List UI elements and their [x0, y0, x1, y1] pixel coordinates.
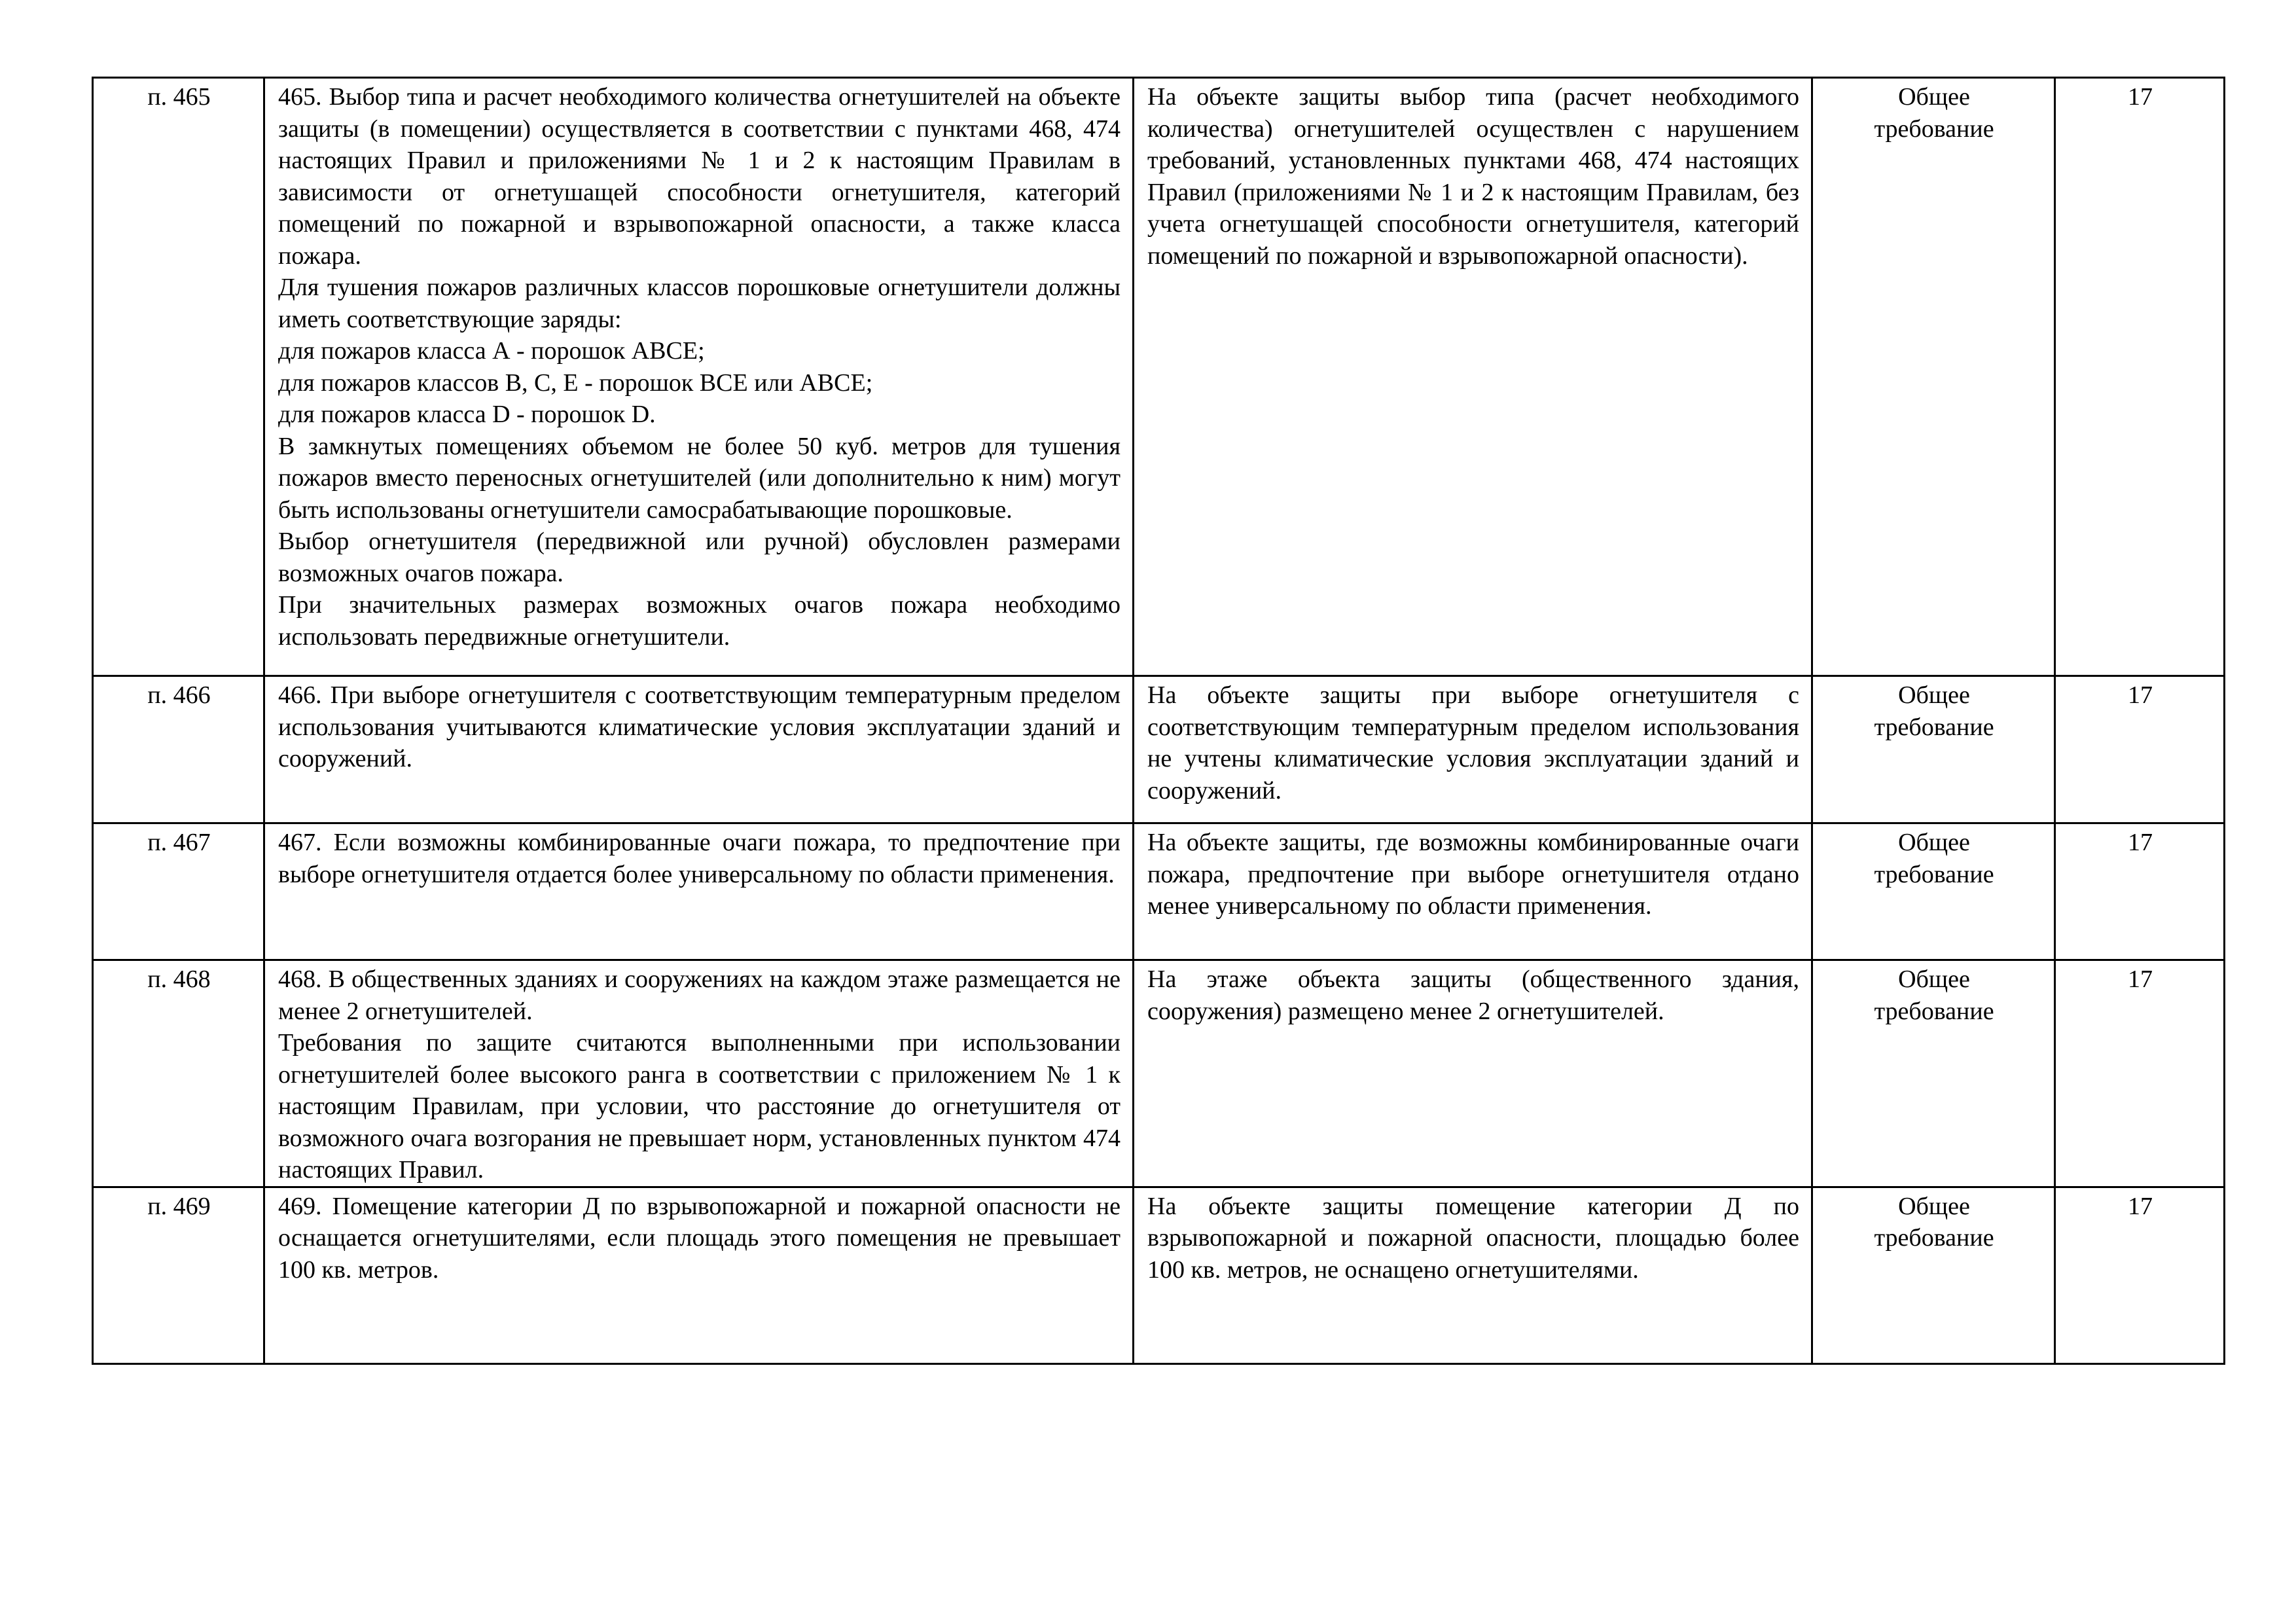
score-value: 17	[2055, 78, 2225, 676]
violation-text: На объекте защиты, где возможны комбинированные очаги пожара, предпочтение при выборе огнетушителя отдано менее универсальному по области применения.	[1134, 823, 1812, 960]
clause-number: п. 469	[93, 1187, 264, 1363]
clause-number: п. 466	[93, 676, 264, 823]
table-row	[93, 960, 2225, 1187]
table-row	[93, 676, 2225, 823]
requirement-paragraph: 469. Помещение категории Д по взрывопожарной и пожарной опасности не оснащается огнетушителями, если площадь этого помещения не превышает 100 кв. метров.	[278, 1192, 1121, 1284]
requirement-type: Общее требование	[1812, 676, 2055, 823]
requirement-type: Общее требование	[1812, 823, 2055, 960]
clause-number: п. 468	[93, 960, 264, 1187]
requirement-paragraph: 466. При выборе огнетушителя с соответствующим температурным пределом использования учитываются климатические условия эксплуатации зданий и сооружений.	[278, 681, 1121, 772]
requirement-paragraph: В замкнутых помещениях объемом не более 50 куб. метров для тушения пожаров вместо переносных огнетушителей (или дополнительно к ним) могут быть использованы огнетушители самосрабатывающие порошковые.	[278, 432, 1121, 524]
violation-text: На объекте защиты при выборе огнетушителя с соответствующим температурным пределом использования не учтены климатические условия эксплуатации зданий и сооружений.	[1134, 676, 1812, 823]
requirement-text	[264, 823, 1134, 960]
requirement-type: Общее требование	[1812, 1187, 2055, 1363]
violation-text: На объекте защиты выбор типа (расчет необходимого количества) огнетушителей осуществлен с нарушением требований, установленных пунктами 468, 474 настоящих Правил (приложениями № 1 и 2 к настоящим Правилам, без учета огнетушащей способности огнетушителя, категорий помещений по пожарной и взрывопожарной опасности).	[1134, 78, 1812, 676]
requirement-paragraph: для пожаров класса D - порошок D.	[278, 401, 656, 428]
requirement-text	[264, 676, 1134, 823]
requirement-paragraph: Требования по защите считаются выполненными при использовании огнетушителей более высокого ранга в соответствии с приложением № 1 к настоящим Правилам, при условии, что расстояние до огнетушителя от возможного очага возгорания не превышает норм, установленных пунктом 474 настоящих Правил.	[278, 1029, 1121, 1183]
requirement-paragraph: 468. В общественных зданиях и сооружениях на каждом этаже размещается не менее 2 огнетушителей.	[278, 965, 1121, 1025]
requirement-text	[264, 78, 1134, 676]
clause-number: п. 467	[93, 823, 264, 960]
score-value: 17	[2055, 1187, 2225, 1363]
table-row	[93, 78, 2225, 676]
requirement-paragraph: для пожаров класса А - порошок АВСЕ;	[278, 337, 705, 365]
score-value: 17	[2055, 823, 2225, 960]
table-row	[93, 1187, 2225, 1363]
requirement-paragraph: Для тушения пожаров различных классов порошковые огнетушители должны иметь соответствующие заряды:	[278, 274, 1121, 333]
score-value: 17	[2055, 960, 2225, 1187]
score-value: 17	[2055, 676, 2225, 823]
requirement-paragraph: При значительных размерах возможных очагов пожара необходимо использовать передвижные огнетушители.	[278, 591, 1121, 651]
requirement-paragraph: 467. Если возможны комбинированные очаги пожара, то предпочтение при выборе огнетушителя отдается более универсальному по области применения.	[278, 829, 1121, 888]
requirement-text	[264, 1187, 1134, 1363]
requirement-paragraph: для пожаров классов В, С, Е - порошок ВСЕ или АВСЕ;	[278, 369, 873, 397]
violation-text: На этаже объекта защиты (общественного здания, сооружения) размещено менее 2 огнетушителей.	[1134, 960, 1812, 1187]
requirement-paragraph: Выбор огнетушителя (передвижной или ручной) обусловлен размерами возможных очагов пожара.	[278, 528, 1121, 587]
violation-text: На объекте защиты помещение категории Д по взрывопожарной и пожарной опасности, площадью более 100 кв. метров, не оснащено огнетушителями.	[1134, 1187, 1812, 1363]
clause-number: п. 465	[93, 78, 264, 676]
table-row	[93, 823, 2225, 960]
requirement-type: Общее требование	[1812, 960, 2055, 1187]
requirement-paragraph: 465. Выбор типа и расчет необходимого количества огнетушителей на объекте защиты (в помещении) осуществляется в соответствии с пунктами 468, 474 настоящих Правил и приложениями № 1 и 2 к настоящим Правилам в зависимости от огнетушащей способности огнетушителя, категорий помещений по пожарной и взрывопожарной опасности, а также класса пожара.	[278, 83, 1121, 270]
requirement-type: Общее требование	[1812, 78, 2055, 676]
requirement-text	[264, 960, 1134, 1187]
requirements-table	[92, 77, 2225, 1365]
